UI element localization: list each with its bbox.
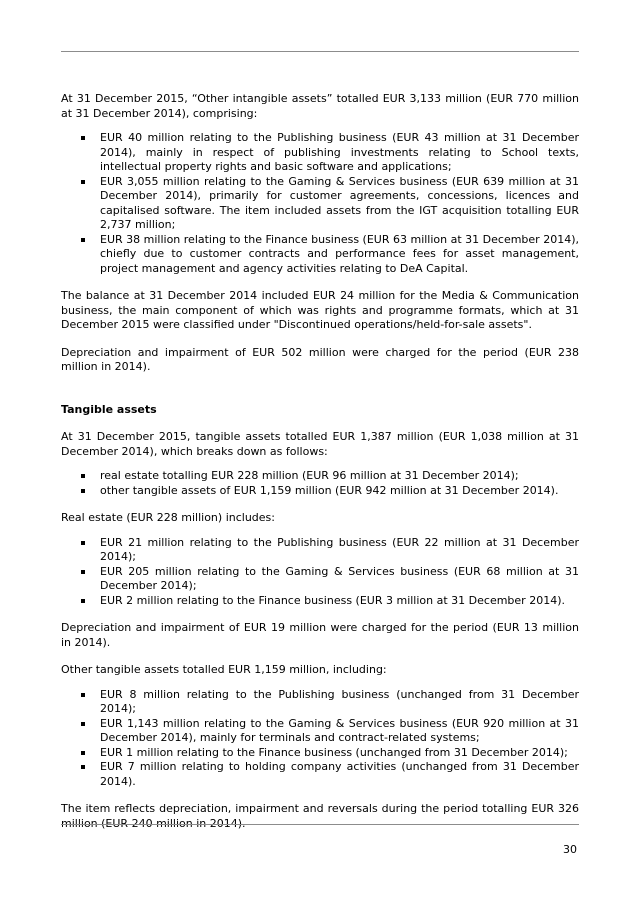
list-item: EUR 21 million relating to the Publishing business (EUR 22 million at 31 December 2014); xyxy=(61,536,579,565)
list-item: EUR 38 million relating to the Finance business (EUR 63 million at 31 December 2014), chiefly due to customer contracts and performance fees for asset management, project management and agency activities relating to DeA Capital. xyxy=(61,233,579,277)
tangible-depreciation: Depreciation and impairment of EUR 19 million were charged for the period (EUR 13 million in 2014). xyxy=(61,621,579,649)
tangible-list xyxy=(61,469,579,498)
bullet-icon xyxy=(81,693,85,697)
page-number: 30 xyxy=(563,843,577,856)
list-item: EUR 3,055 million relating to the Gaming & Services business (EUR 639 million at 31 December 2014), primarily for customer agreements, concessions, licences and capitalised software. The item included assets from the IGT acquisition totalling EUR 2,737 million; xyxy=(61,175,579,233)
bullet-icon xyxy=(81,489,85,493)
intangibles-list xyxy=(61,131,579,276)
bullet-icon xyxy=(81,599,85,603)
bullet-icon xyxy=(81,238,85,242)
other-tangible-list xyxy=(61,688,579,790)
tangible-intro: At 31 December 2015, tangible assets totalled EUR 1,387 million (EUR 1,038 million at 31 December 2014), which breaks down as follows: xyxy=(61,430,579,458)
intangibles-depreciation: Depreciation and impairment of EUR 502 million were charged for the period (EUR 238 million in 2014). xyxy=(61,345,579,373)
intangibles-intro: At 31 December 2015, “Other intangible assets” totalled EUR 3,133 million (EUR 770 million at 31 December 2014), comprising: xyxy=(61,92,579,120)
list-item: EUR 1 million relating to the Finance business (unchanged from 31 December 2014); xyxy=(61,746,579,761)
list-item: EUR 40 million relating to the Publishing business (EUR 43 million at 31 December 2014), mainly in respect of publishing investments relating to School texts, intellectual property rights and basic software and applications; xyxy=(61,131,579,175)
bullet-icon xyxy=(81,180,85,184)
balance-paragraph: The balance at 31 December 2014 included EUR 24 million for the Media & Communication business, the main component of which was rights and programme formats, which at 31 December 2015 were classified under "Discontinued operations/held-for-sale assets". xyxy=(61,289,579,331)
closing-paragraph: The item reflects depreciation, impairment and reversals during the period totalling EUR 326 million (EUR 240 million in 2014). xyxy=(61,802,579,830)
other-tangible-intro: Other tangible assets totalled EUR 1,159 million, including: xyxy=(61,663,387,676)
bullet-icon xyxy=(81,751,85,755)
list-item: EUR 205 million relating to the Gaming & Services business (EUR 68 million at 31 December 2014); xyxy=(61,565,579,594)
footer-rule xyxy=(61,824,579,825)
bullet-icon xyxy=(81,722,85,726)
page-body xyxy=(61,92,579,831)
bullet-icon xyxy=(81,136,85,140)
real-estate-list xyxy=(61,536,579,609)
bullet-icon xyxy=(81,474,85,478)
bullet-icon xyxy=(81,765,85,769)
bullet-icon xyxy=(81,570,85,574)
real-estate-intro: Real estate (EUR 228 million) includes: xyxy=(61,511,275,524)
section-heading: Tangible assets xyxy=(61,402,157,416)
bullet-icon xyxy=(81,541,85,545)
list-item: real estate totalling EUR 228 million (EUR 96 million at 31 December 2014); xyxy=(61,469,579,484)
list-item: EUR 8 million relating to the Publishing business (unchanged from 31 December 2014); xyxy=(61,688,579,717)
list-item: EUR 2 million relating to the Finance business (EUR 3 million at 31 December 2014). xyxy=(61,594,579,609)
list-item: EUR 1,143 million relating to the Gaming & Services business (EUR 920 million at 31 December 2014), mainly for terminals and contract-related systems; xyxy=(61,717,579,746)
list-item: other tangible assets of EUR 1,159 million (EUR 942 million at 31 December 2014). xyxy=(61,484,579,499)
header-rule xyxy=(61,51,579,52)
list-item: EUR 7 million relating to holding company activities (unchanged from 31 December 2014). xyxy=(61,760,579,789)
